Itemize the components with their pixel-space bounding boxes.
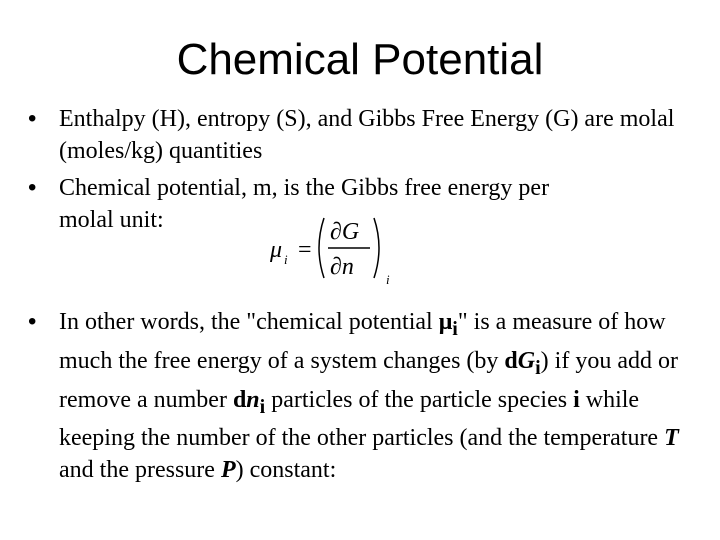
bullet-text-part: ) if you add or remove a number	[59, 347, 678, 413]
bullet-list	[28, 103, 698, 486]
bullet-text-part: " is a measure of how much the free energy of a system changes (by	[59, 309, 666, 374]
dG-G: G	[517, 347, 536, 374]
bullet-dot-icon: •	[28, 174, 37, 201]
formula-numerator: ∂G	[330, 219, 360, 245]
formula-denominator: ∂n	[330, 254, 354, 280]
formula-svg	[268, 210, 408, 288]
slide-title: Chemical Potential	[176, 35, 544, 84]
mu-subscript: i	[452, 317, 458, 340]
bullet-text-part: while keeping the number of the other particles (and the temperature	[59, 386, 665, 452]
bullet-dot-icon: •	[28, 308, 37, 335]
dn-d: d	[232, 386, 247, 413]
temperature-symbol: T	[664, 425, 679, 452]
chemical-potential-formula	[268, 210, 408, 288]
right-paren-icon	[374, 218, 379, 278]
species-symbol: i	[573, 386, 580, 413]
bullet-text-line1: Chemical potential, m, is the Gibbs free energy per	[59, 175, 550, 201]
bullet-item-1	[28, 103, 698, 167]
dG-d: d	[504, 347, 518, 374]
left-paren-icon	[319, 218, 324, 278]
bullet-text-part: and the pressure	[59, 457, 221, 484]
bullet-text-part: In other words, the "chemical potential	[59, 309, 439, 335]
bullet-item-3	[28, 306, 698, 486]
pressure-symbol: P	[220, 457, 236, 484]
bullet-dot-icon: •	[28, 105, 37, 132]
dn-subscript: i	[259, 395, 266, 418]
formula-lhs-subscript: i	[284, 252, 288, 267]
bullet-text-part: particles of the particle species	[265, 386, 574, 413]
bullet-text: Enthalpy (H), entropy (S), and Gibbs Free Energy (G) are molal (moles/kg) quantities	[59, 106, 675, 164]
formula-lhs: μ	[270, 237, 283, 263]
bullet-text-line2: molal unit:	[59, 207, 164, 233]
mu-symbol: μ	[438, 309, 453, 335]
dG-subscript: i	[535, 356, 541, 379]
formula-outer-subscript: i	[386, 272, 390, 287]
formula-equals: =	[298, 237, 312, 263]
dn-n: n	[246, 386, 260, 413]
bullet-text-part: ) constant:	[235, 457, 337, 484]
